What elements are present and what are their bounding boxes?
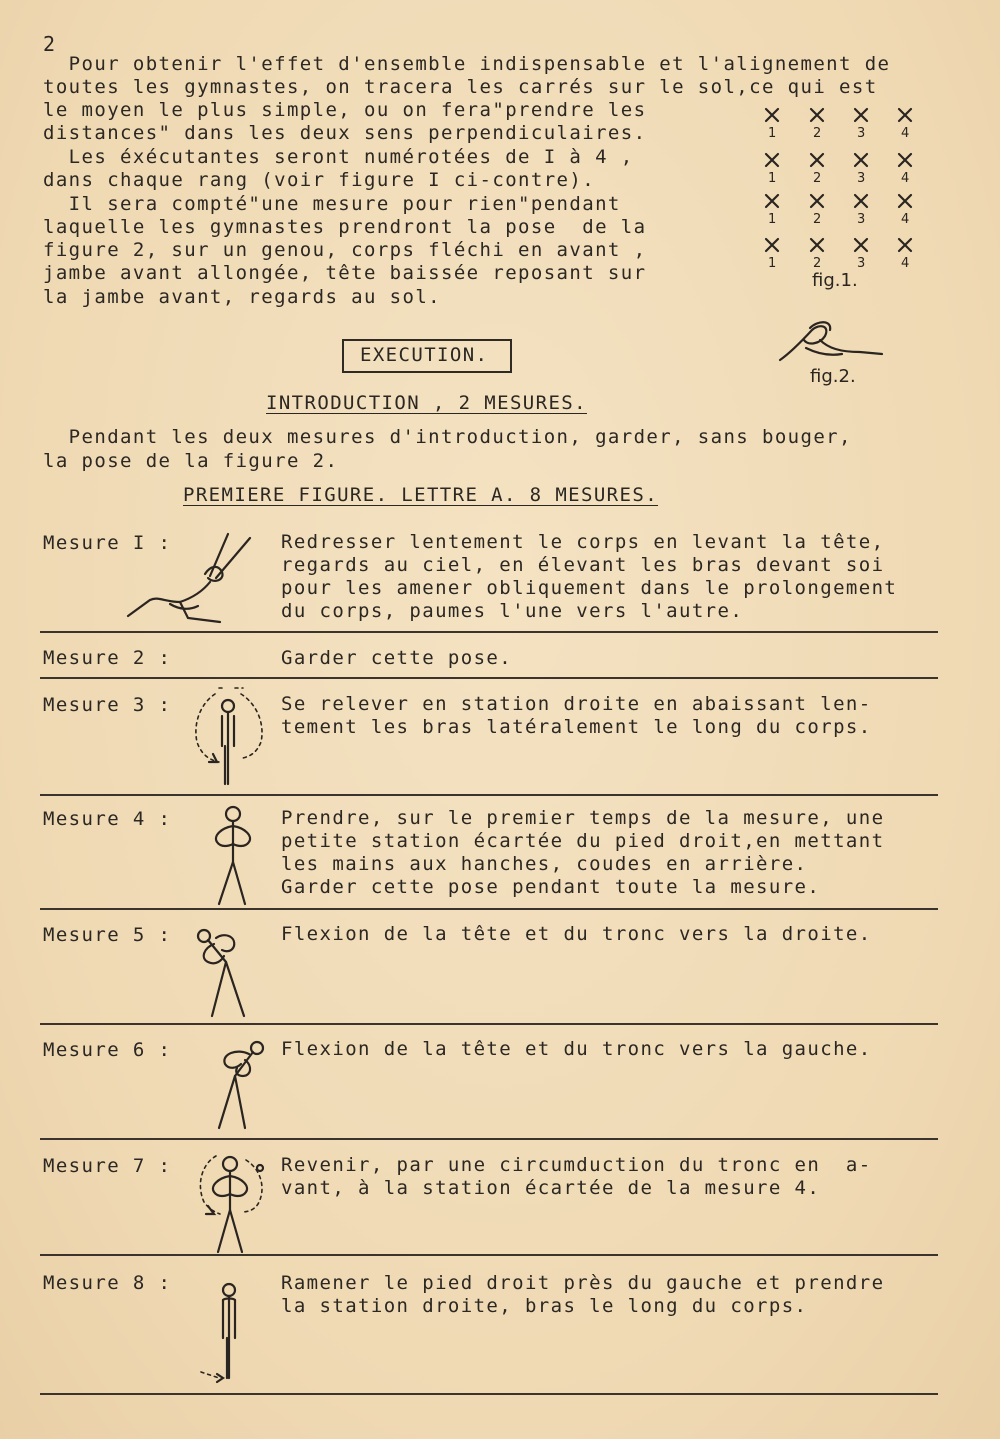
measure-label: Mesure 7 : — [43, 1155, 172, 1177]
measure-text: Ramener le pied droit près du gauche et prendre — [281, 1272, 885, 1294]
measure-text: Revenir, par une circumduction du tronc en a- — [281, 1154, 872, 1176]
execution-title: EXECUTION. — [360, 344, 489, 366]
divider — [40, 794, 938, 796]
fig1-gymnast-number: 3 — [857, 256, 866, 271]
intro-line: distances" dans les deux sens perpendiculaires. — [43, 122, 647, 144]
fig1-caption: fig.1. — [812, 270, 858, 291]
divider — [40, 1393, 938, 1395]
introduction-heading: INTRODUCTION , 2 MESURES. — [266, 392, 587, 414]
measure-text: regards au ciel, en élevant les bras devant soi — [281, 554, 885, 576]
fig1-gymnast-mark — [899, 109, 911, 121]
fig1-gymnast-number: 1 — [768, 212, 777, 227]
divider — [40, 677, 938, 679]
fig2-caption: fig.2. — [810, 366, 856, 387]
measure-label: Mesure 2 : — [43, 647, 172, 669]
measure8-standing-feet-together-figure — [195, 1278, 255, 1388]
fig1-gymnast-mark — [811, 195, 823, 207]
fig1-gymnast-number: 4 — [901, 256, 910, 271]
measure-label: Mesure 4 : — [43, 808, 172, 830]
fig1-gymnast-mark — [766, 109, 778, 121]
fig1-gymnast-mark — [766, 195, 778, 207]
fig1-gymnast-mark — [766, 154, 778, 166]
divider — [40, 908, 938, 910]
fig1-gymnast-mark — [855, 109, 867, 121]
fig1-gymnast-mark — [899, 239, 911, 251]
measure1-kneeling-raised-arms-figure — [110, 526, 260, 626]
introduction-line: la pose de la figure 2. — [43, 450, 339, 472]
fig1-gymnast-number: 3 — [857, 171, 866, 186]
fig1-gymnast-number: 4 — [901, 171, 910, 186]
measure-text: la station droite, bras le long du corps. — [281, 1295, 808, 1317]
measure-text: vant, à la station écartée de la mesure 4. — [281, 1177, 821, 1199]
divider — [40, 1254, 938, 1256]
measure-text: Flexion de la tête et du tronc vers la gauche. — [281, 1038, 872, 1060]
page-number: 2 — [43, 32, 56, 56]
intro-line: laquelle les gymnastes prendront la pose de la — [43, 216, 647, 238]
fig2-kneeling-figure — [770, 318, 890, 368]
measure4-hands-on-hips-figure — [195, 800, 275, 910]
fig1-gymnast-mark — [766, 239, 778, 251]
fig1-gymnast-mark — [855, 154, 867, 166]
measure-text: Se relever en station droite en abaissant len- — [281, 693, 872, 715]
measure6-trunk-flexion-left-figure — [195, 1036, 275, 1136]
fig1-gymnast-mark — [855, 195, 867, 207]
measure-text: pour les amener obliquement dans le prolongement — [281, 577, 898, 599]
fig1-gymnast-number: 1 — [768, 171, 777, 186]
intro-line: le moyen le plus simple, ou on fera"prendre les — [43, 99, 647, 121]
measure-text: tement les bras latéralement le long du corps. — [281, 716, 872, 738]
fig1-gymnast-mark — [811, 154, 823, 166]
fig1-gymnast-mark — [811, 239, 823, 251]
measure3-standing-arms-lowering-figure — [185, 684, 275, 794]
fig1-gymnast-number: 1 — [768, 126, 777, 141]
fig1-gymnast-mark — [899, 154, 911, 166]
measure-text: Garder cette pose pendant toute la mesure. — [281, 876, 821, 898]
fig1-gymnast-number: 4 — [901, 126, 910, 141]
fig1-gymnast-mark — [855, 239, 867, 251]
intro-line: dans chaque rang (voir figure I ci-contre). — [43, 169, 596, 191]
intro-line: Il sera compté"une mesure pour rien"pendant — [43, 193, 621, 215]
measure-text: Flexion de la tête et du tronc vers la droite. — [281, 923, 872, 945]
fig1-gymnast-number: 3 — [857, 212, 866, 227]
fig1-gymnast-number: 2 — [813, 126, 822, 141]
fig1-gymnast-number: 1 — [768, 256, 777, 271]
measure-text: Prendre, sur le premier temps de la mesure, une — [281, 807, 885, 829]
measure-label: Mesure 5 : — [43, 924, 172, 946]
measure-text: Garder cette pose. — [281, 647, 513, 669]
first-figure-heading: PREMIERE FIGURE. LETTRE A. 8 MESURES. — [183, 484, 659, 506]
fig1-gymnast-number: 2 — [813, 212, 822, 227]
measure-label: Mesure 3 : — [43, 694, 172, 716]
divider — [40, 631, 938, 633]
fig1-gymnast-number: 3 — [857, 126, 866, 141]
intro-line: figure 2, sur un genou, corps fléchi en avant , — [43, 239, 647, 261]
measure-text: petite station écartée du pied droit,en mettant — [281, 830, 885, 852]
divider — [40, 1023, 938, 1025]
introduction-line: Pendant les deux mesures d'introduction, garder, sans bouger, — [43, 426, 852, 448]
measure-label: Mesure I : — [43, 532, 172, 554]
measure5-trunk-flexion-right-figure — [190, 922, 270, 1022]
measure-text: du corps, paumes l'une vers l'autre. — [281, 600, 744, 622]
fig1-gymnast-number: 2 — [813, 171, 822, 186]
fig1-gymnast-mark — [899, 195, 911, 207]
measure7-trunk-circumduction-figure — [188, 1150, 278, 1260]
measure-text: les mains aux hanches, coudes en arrière. — [281, 853, 808, 875]
measure-text: Redresser lentement le corps en levant la tête, — [281, 531, 885, 553]
fig1-gymnast-number: 4 — [901, 212, 910, 227]
divider — [40, 1138, 938, 1140]
intro-line: Pour obtenir l'effet d'ensemble indispensable et l'alignement de — [43, 53, 891, 75]
intro-line: la jambe avant, regards au sol. — [43, 286, 442, 308]
fig1-gymnast-mark — [811, 109, 823, 121]
intro-line: jambe avant allongée, tête baissée reposant sur — [43, 262, 647, 284]
measure-label: Mesure 8 : — [43, 1272, 172, 1294]
measure-label: Mesure 6 : — [43, 1039, 172, 1061]
fig1-gymnast-number: 2 — [813, 256, 822, 271]
intro-line: toutes les gymnastes, on tracera les carrés sur le sol,ce qui est — [43, 76, 878, 98]
intro-line: Les éxécutantes seront numérotées de I à 4 , — [43, 146, 634, 168]
